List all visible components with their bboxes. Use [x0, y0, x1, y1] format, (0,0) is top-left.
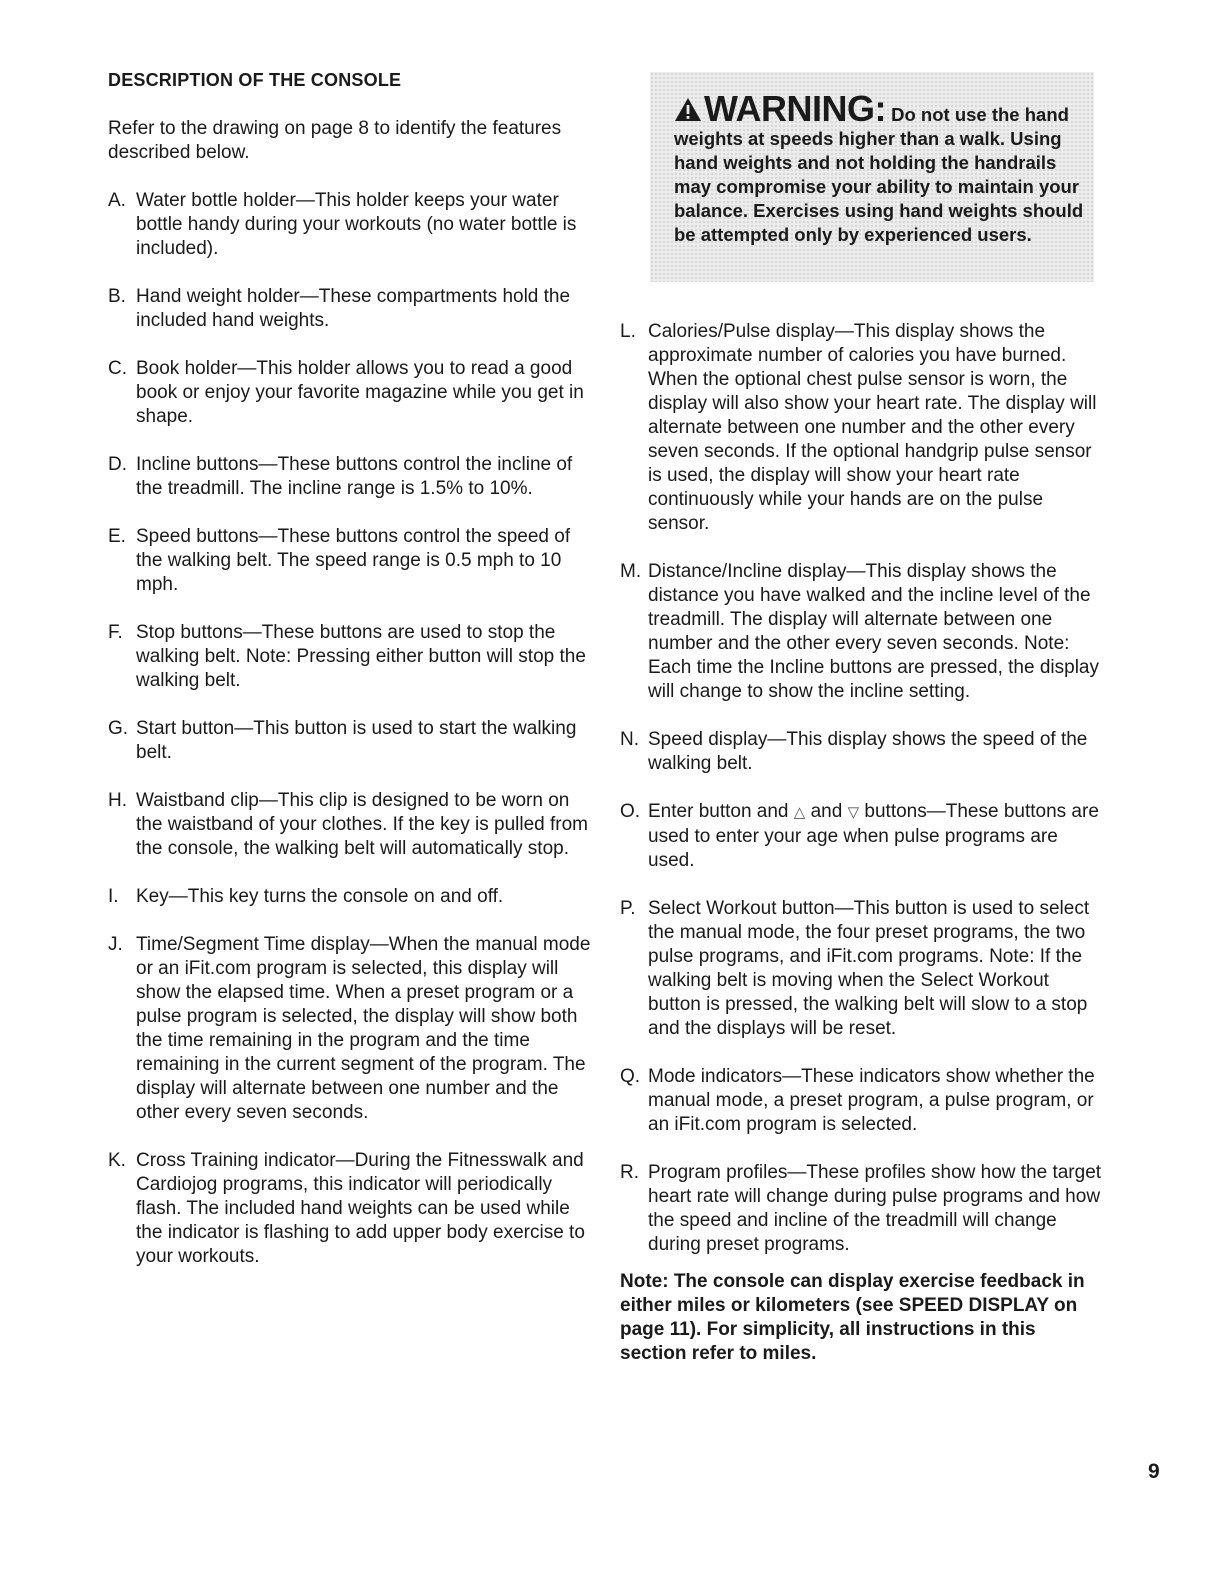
item-text: Speed display—This display shows the speed of the walking belt.	[648, 729, 1088, 774]
item-text: Water bottle holder—This holder keeps your water bottle handy during your workouts (no water bottle is included).	[136, 190, 577, 259]
list-item-j	[108, 933, 598, 1125]
warning-body: Do not use the hand weights at speeds higher than a walk. Using hand weights and not holding the handrails may compromise your ability to maintain your balance. Exercises using hand weights should be attempted only by experienced users.	[674, 104, 1084, 245]
item-text-middle: and	[810, 801, 843, 822]
item-text: Key—This key turns the console on and off.	[136, 886, 504, 907]
list-item-b	[108, 285, 598, 333]
list-item-c	[108, 357, 598, 429]
units-note: Note: The console can display exercise feedback in either miles or kilometers (see SPEED DISPLAY on page 11). For simplicity, all instructions in this section refer to miles.	[620, 1271, 1085, 1364]
down-triangle-icon: ▽	[847, 804, 860, 821]
item-text: Waistband clip—This clip is designed to be worn on the waistband of your clothes. If the key is pulled from the console, the walking belt will automatically stop.	[136, 790, 589, 859]
list-item-h	[108, 789, 598, 861]
item-letter: L.	[620, 321, 636, 342]
list-item-f	[108, 621, 598, 693]
item-letter: H.	[108, 790, 127, 811]
item-letter: E.	[108, 526, 126, 547]
item-letter: N.	[620, 729, 639, 750]
list-item-q	[620, 1065, 1105, 1137]
warning-box	[650, 72, 1094, 282]
list-item-n	[620, 728, 1105, 776]
page-number: 9	[1148, 1460, 1160, 1483]
feature-list-right	[620, 320, 1105, 1281]
item-text: Incline buttons—These buttons control the incline of the treadmill. The incline range is 1.5% to 10%.	[136, 454, 573, 499]
item-text: Stop buttons—These buttons are used to stop the walking belt. Note: Pressing either button will stop the walking belt.	[136, 622, 586, 691]
item-letter: A.	[108, 190, 126, 211]
list-item-i	[108, 885, 598, 909]
list-item-p	[620, 897, 1105, 1041]
item-text: Program profiles—These profiles show how the target heart rate will change during pulse programs and how the speed and incline of the treadmill will change during preset programs.	[648, 1162, 1102, 1255]
warning-title: WARNING:	[704, 88, 886, 129]
warning-text-block	[674, 88, 1086, 247]
item-text-before: Enter button and	[648, 801, 789, 822]
item-letter: Q.	[620, 1066, 641, 1087]
list-item-m	[620, 560, 1105, 704]
item-text: Select Workout button—This button is used to select the manual mode, the four preset programs, the two pulse programs, and iFit.com programs. Note: If the walking belt is moving when the Select Workout button is pressed, the walking belt will slow to a stop and the displays will be reset.	[648, 898, 1090, 1039]
warning-triangle-icon	[674, 97, 702, 122]
item-text: Mode indicators—These indicators show whether the manual mode, a preset program, a pulse program, or an iFit.com program is selected.	[648, 1066, 1095, 1135]
item-letter: O.	[620, 801, 641, 822]
item-letter: F.	[108, 622, 123, 643]
item-text: Calories/Pulse display—This display shows the approximate number of calories you have burned. When the optional chest pulse sensor is worn, the display will also show your heart rate. The display will alternate between one number and the other every seven seconds. If the optional handgrip pulse sensor is used, the display will show your heart rate continuously while your hands are on the pulse sensor.	[648, 321, 1097, 534]
item-text-after: buttons—These buttons are used to enter your age when pulse programs are used.	[648, 801, 1099, 871]
item-text: Speed buttons—These buttons control the speed of the walking belt. The speed range is 0.5 mph to 10 mph.	[136, 526, 571, 595]
warning-title-group	[674, 88, 886, 129]
item-text: Book holder—This holder allows you to read a good book or enjoy your favorite magazine while you get in shape.	[136, 358, 584, 427]
item-letter: I.	[108, 886, 119, 907]
list-item-a	[108, 189, 598, 261]
feature-list-left	[108, 189, 598, 1293]
item-letter: J.	[108, 934, 123, 955]
item-letter: D.	[108, 454, 127, 475]
intro-paragraph: Refer to the drawing on page 8 to identify the features described below.	[108, 118, 562, 163]
item-text: Time/Segment Time display—When the manual mode or an iFit.com program is selected, this display will show the elapsed time. When a preset program or a pulse program is selected, the display will show both the time remaining in the program and the time remaining in the current segment of the program. The display will alternate between one number and the other every seven seconds.	[136, 934, 591, 1123]
section-heading: DESCRIPTION OF THE CONSOLE	[108, 70, 402, 90]
list-item-e	[108, 525, 598, 597]
list-item-g	[108, 717, 598, 765]
up-triangle-icon: △	[793, 804, 806, 821]
list-item-o	[620, 800, 1105, 873]
list-item-d	[108, 453, 598, 501]
item-letter: R.	[620, 1162, 639, 1183]
item-letter: M.	[620, 561, 642, 582]
list-item-k	[108, 1149, 598, 1269]
item-text: Distance/Incline display—This display shows the distance you have walked and the incline level of the treadmill. The display will alternate between one number and the other every seven seconds. Note: Each time the Incline buttons are pressed, the display will change to show the incline setting.	[648, 561, 1099, 702]
item-letter: P.	[620, 898, 636, 919]
list-item-l	[620, 320, 1105, 536]
item-text: Hand weight holder—These compartments hold the included hand weights.	[136, 286, 571, 331]
item-letter: C.	[108, 358, 127, 379]
item-letter: G.	[108, 718, 129, 739]
item-letter: B.	[108, 286, 126, 307]
item-letter: K.	[108, 1150, 126, 1171]
item-text: Cross Training indicator—During the Fitnesswalk and Cardiojog programs, this indicator will periodically flash. The included hand weights can be used while the indicator is flashing to add upper body exercise to your workouts.	[136, 1150, 585, 1267]
item-text: Start button—This button is used to start the walking belt.	[136, 718, 577, 763]
list-item-r	[620, 1161, 1105, 1257]
